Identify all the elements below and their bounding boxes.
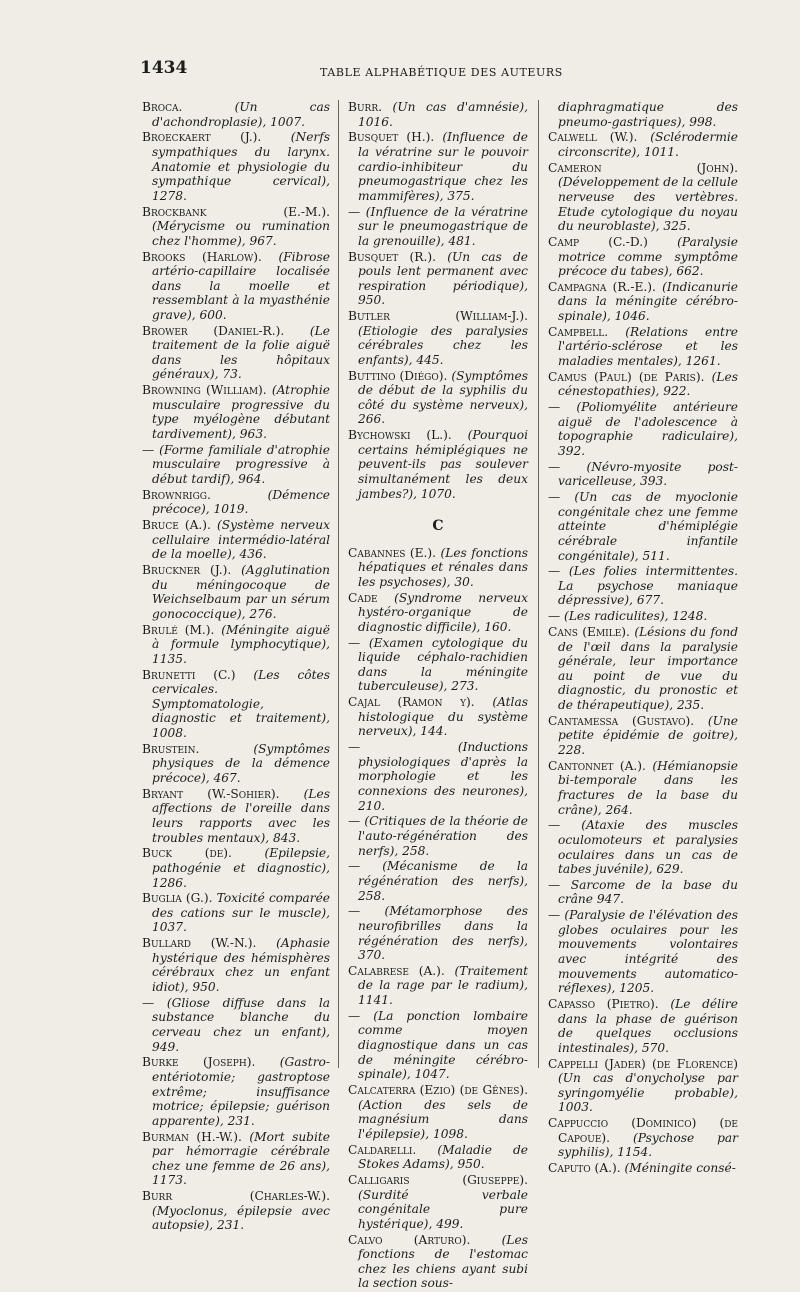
- work-title: — Sarcome de la base du crâne 947.: [548, 877, 738, 907]
- index-entry: [348, 1173, 528, 1231]
- work-title: (Aphasie hystérique des hémisphères cérébraux chez un enfant idiot), 950.: [152, 936, 331, 995]
- work-title: (Surdité verbale congénitale pure hystérique), 499.: [358, 1187, 528, 1231]
- author-name: Capasso (Pietro).: [548, 997, 659, 1011]
- work-title: — (Les folies intermittentes. La psychose maniaque dépressive), 677.: [548, 564, 738, 608]
- index-entry: [142, 668, 330, 741]
- work-title: (Myoclonus, épilepsie avec autopsie), 231.: [152, 1203, 330, 1233]
- work-title: diaphragmatique des pneumo-gastriques), 998.: [558, 100, 738, 129]
- author-name: Calcaterra (Ezio) (de Gênes).: [348, 1083, 528, 1097]
- author-name: Cade: [348, 590, 378, 605]
- index-entry: [548, 161, 738, 234]
- work-title: (Un cas d'onycholyse par syringomyélie probable), 1003.: [558, 1071, 738, 1115]
- author-name: Buglia (G.).: [142, 891, 213, 906]
- work-title: (Action des sels de magnésium dans l'épilepsie), 1098.: [358, 1097, 528, 1141]
- index-entry: [548, 100, 738, 129]
- author-name: Browning (William).: [142, 383, 267, 398]
- index-entry: [548, 714, 738, 758]
- author-name: Brooks (Harlow).: [142, 249, 262, 264]
- work-title: — (Névro-myosite post-varicelleuse, 393.: [548, 459, 738, 489]
- work-title: (Système nerveux cellulaire intermédio-latéral de la moelle), 436.: [152, 518, 330, 562]
- column-divider: [338, 100, 339, 1068]
- index-entry: [548, 280, 738, 324]
- index-entry: [548, 1116, 738, 1160]
- index-entry: [142, 1130, 330, 1188]
- work-title: (Les côtes cervicales. Symptomatologie, diagnostic et traitement), 1008.: [152, 667, 330, 740]
- author-name: Bullard (W.-N.).: [142, 936, 257, 951]
- author-name: Bychowski (L.).: [348, 428, 452, 443]
- author-name: Burke (Joseph).: [142, 1055, 256, 1070]
- index-entry: [142, 100, 330, 129]
- work-title: (Un cas d'amnésie), 1016.: [358, 100, 528, 129]
- work-title: (Atrophie musculaire progressive du type myélogène débutant tardivement), 963.: [152, 383, 330, 441]
- index-entry: [548, 609, 738, 624]
- work-title: (Pourquoi certains hémiplégiques ne peuvent-ils pas soulever simultanément les deux jambes?), 1070.: [358, 428, 528, 501]
- index-entry: [348, 100, 528, 129]
- index-column-3: [548, 100, 738, 1177]
- index-entry: [142, 787, 330, 845]
- index-entry: [142, 324, 330, 382]
- author-name: Caputo (A.).: [548, 1161, 621, 1176]
- author-name: Campagna (R.-E.).: [548, 279, 656, 294]
- work-title: (Le traitement de la folie aiguë dans les hôpitaux généraux), 73.: [152, 323, 330, 382]
- section-letter: C: [432, 518, 444, 535]
- index-entry: [142, 1189, 330, 1233]
- author-name: Cameron (John).: [548, 160, 738, 175]
- page-header: [140, 58, 700, 84]
- work-title: (Le délire dans la phase de guérison de quelques occlusions intestinales), 570.: [558, 997, 738, 1055]
- index-entry: [348, 964, 528, 1008]
- work-title: (Syndrome nerveux hystéro-organique de diagnostic difficile), 160.: [358, 590, 528, 634]
- work-title: — (Critiques de la théorie de l'auto-régénération des nerfs), 258.: [348, 814, 528, 858]
- work-title: — (La ponction lombaire comme moyen diagnostique dans un cas de méningite cérébro-spinale), 1047.: [348, 1008, 528, 1082]
- index-entry: [142, 250, 330, 323]
- work-title: (Les fonctions de l'estomac chez les chiens ayant subi la section sous-: [358, 1232, 528, 1291]
- index-entry: [142, 936, 330, 994]
- author-name: Broca.: [142, 100, 183, 114]
- author-name: Busquet (H.).: [348, 130, 435, 145]
- work-title: — (Mécanisme de la régénération des nerfs), 258.: [348, 859, 528, 903]
- author-name: Cappuccio (Dominico) (de Capoue).: [548, 1116, 738, 1145]
- work-title: (Les cénestopathies), 922.: [558, 369, 738, 399]
- index-entry: [548, 564, 738, 608]
- index-entry: [142, 383, 330, 441]
- index-entry: [548, 818, 738, 876]
- work-title: (Indicanurie dans la méningite cérébro-spinale), 1046.: [558, 279, 738, 324]
- author-name: Camus (Paul) (de Paris).: [548, 369, 705, 384]
- author-name: Camp (C.-D.): [548, 234, 648, 249]
- work-title: (Relations entre l'artério-sclérose et les maladies mentales), 1261.: [558, 324, 738, 369]
- work-title: (Atlas histologique du système nerveux), 144.: [358, 695, 528, 739]
- author-name: Brulé (M.).: [142, 622, 215, 637]
- index-entry: [548, 1161, 738, 1176]
- index-entry: [548, 878, 738, 907]
- index-entry: [142, 518, 330, 562]
- index-entry: [548, 625, 738, 713]
- work-title: — (Métamorphose des neurofibrilles dans la régénération des nerfs), 370.: [348, 904, 528, 963]
- work-title: (Nerfs sympathiques du larynx. Anatomie et physiologie du sympathique cervical), 1278.: [152, 130, 330, 203]
- work-title: (Un cas d'achondroplasie), 1007.: [152, 100, 330, 129]
- index-entry: [348, 130, 528, 203]
- index-entry: [348, 546, 528, 590]
- index-entry: [348, 1233, 528, 1291]
- author-name: Butler (William-J.).: [348, 309, 528, 324]
- work-title: Toxicité comparée des cations sur le muscle), 1037.: [152, 891, 330, 935]
- index-column-2: [348, 100, 528, 1292]
- work-title: — (Inductions physiologiques d'après la morphologie et les connexions des neurones), 210.: [348, 740, 528, 813]
- author-name: Brockbank (E.-M.).: [142, 204, 330, 219]
- index-entry: [548, 400, 738, 458]
- index-entry: [348, 695, 528, 739]
- work-title: (Mérycisme ou rumination chez l'homme), 967.: [152, 219, 330, 248]
- author-name: Brunetti (C.): [142, 667, 236, 682]
- author-name: Cajal (Ramon y).: [348, 695, 475, 710]
- work-title: (Symptômes physiques de la démence précoce), 467.: [152, 741, 330, 785]
- work-title: — (Influence de la vératrine sur le pneumogastrique de la grenouille), 481.: [348, 204, 528, 248]
- page-number: 1434: [140, 58, 188, 78]
- author-name: Calligaris (Giuseppe).: [348, 1172, 528, 1187]
- work-title: — (Forme familiale d'atrophie musculaire progressive à début tardif), 964.: [142, 442, 330, 486]
- work-title: — (Gliose diffuse dans la substance blanche du cerveau chez un enfant), 949.: [142, 995, 330, 1054]
- index-entry: [548, 908, 738, 996]
- index-entry: [348, 814, 528, 858]
- index-entry: [548, 997, 738, 1055]
- index-entry: [348, 428, 528, 501]
- work-title: — (Paralysie de l'élévation des globes oculaires pour les mouvements volontaires avec intégrité des mouvements automatico-réflexes), 1205.: [548, 908, 738, 996]
- work-title: — (Un cas de myoclonie congénitale chez une femme atteinte d'hémiplégie cérébrale infantile congénitale), 511.: [548, 490, 738, 563]
- work-title: (Traitement de la rage par le radium), 1141.: [358, 963, 528, 1008]
- author-name: Brustein.: [142, 741, 200, 756]
- index-entry: [142, 130, 330, 203]
- index-entry: [348, 250, 528, 308]
- author-name: Burman (H.-W.).: [142, 1129, 242, 1144]
- index-entry: [142, 563, 330, 621]
- author-name: Busquet (R.).: [348, 249, 436, 264]
- work-title: (Fibrose artério-capillaire localisée dans la moelle et ressemblant à la myasthénie grave), 600.: [152, 249, 330, 322]
- index-entry: [548, 325, 738, 369]
- index-entry: [348, 740, 528, 813]
- work-title: (Epilepsie, pathogénie et diagnostic), 1286.: [152, 846, 330, 890]
- author-name: Brower (Daniel-R.).: [142, 323, 285, 338]
- index-entry: [142, 742, 330, 786]
- author-name: Buttino (Diégo).: [348, 368, 448, 383]
- work-title: (Gastro-entériotomie; gastroptose extrême; insuffisance motrice; épilepsie; guérison apparente), 231.: [152, 1055, 330, 1128]
- work-title: (Influence de la vératrine sur le pouvoir cardio-inhibiteur du pneumogastrique chez les mammifères), 375.: [358, 130, 528, 203]
- index-entry: [142, 205, 330, 249]
- index-entry: [142, 846, 330, 890]
- index-entry: [348, 904, 528, 962]
- author-name: Bryant (W.-Sohier).: [142, 786, 280, 801]
- work-title: — (Examen cytologique du liquide céphalo-rachidien dans la méningite tuberculeuse), 273.: [348, 635, 528, 694]
- index-entry: [348, 1083, 528, 1141]
- author-name: Campbell.: [548, 324, 609, 339]
- work-title: (Démence précoce), 1019.: [152, 487, 330, 517]
- author-name: Cabannes (E.).: [348, 545, 437, 560]
- work-title: — (Les radiculites), 1248.: [548, 609, 708, 624]
- index-entry: [548, 130, 738, 159]
- index-entry: [142, 443, 330, 487]
- author-name: Calabrese (A.).: [348, 963, 445, 978]
- author-name: Cans (Emile).: [548, 625, 630, 640]
- work-title: (Lésions du fond de l'œil dans la paralysie générale, leur importance au point de vue du diagnostic, du pronostic et de thérapeutique), 235.: [558, 625, 738, 712]
- column-divider: [538, 100, 539, 1068]
- index-entry: [548, 370, 738, 399]
- work-title: (Paralysie motrice comme symptôme précoce du tabes), 662.: [558, 234, 738, 279]
- work-title: (Mort subite par hémorragie cérébrale chez une femme de 26 ans), 1173.: [152, 1129, 330, 1188]
- index-column-1: [142, 100, 330, 1234]
- work-title: — (Poliomyélite antérieure aiguë de l'adolescence à topographie radiculaire), 392.: [548, 400, 738, 458]
- index-entry: [548, 1057, 738, 1115]
- work-title: (Sclérodermie circonscrite), 1011.: [558, 130, 738, 159]
- running-title: TABLE ALPHABÉTIQUE DES AUTEURS: [320, 66, 563, 79]
- author-name: Calwell (W.).: [548, 130, 638, 145]
- index-entry: [348, 1143, 528, 1172]
- author-name: Cantamessa (Gustavo).: [548, 713, 695, 728]
- index-entry: [142, 891, 330, 935]
- work-title: (Les affections de l'oreille dans leurs rapports avec les troubles mentaux), 843.: [152, 786, 330, 845]
- index-entry: [142, 623, 330, 667]
- work-title: (Un cas de pouls lent permanent avec respiration périodique), 950.: [358, 249, 528, 308]
- work-title: (Les fonctions hépatiques et rénales dans les psychoses), 30.: [358, 545, 529, 589]
- work-title: — (Ataxie des muscles oculomoteurs et paralysies oculaires dans un cas de tabes juvénile), 629.: [548, 818, 738, 877]
- work-title: (Agglutination du méningocoque de Weichselbaum par un sérum gonococcique), 276.: [152, 563, 330, 621]
- author-name: Brownrigg.: [142, 487, 211, 502]
- index-entry: [548, 460, 738, 489]
- index-entry: [548, 490, 738, 563]
- index-entry: [348, 205, 528, 249]
- author-name: Bruce (A.).: [142, 518, 211, 533]
- index-entry: [142, 1055, 330, 1128]
- index-entry: [348, 859, 528, 903]
- work-title: (Méningite aiguë à formule lymphocytique), 1135.: [152, 622, 330, 666]
- index-entry: [348, 309, 528, 367]
- work-title: (Psychose par syphilis), 1154.: [558, 1130, 738, 1160]
- index-entry: [348, 591, 528, 635]
- author-name: Cantonnet (A.).: [548, 758, 646, 773]
- work-title: (Maladie de Stokes Adams), 950.: [358, 1142, 528, 1172]
- author-name: Burr (Charles-W.).: [142, 1189, 330, 1204]
- author-name: Calvo (Arturo).: [348, 1232, 471, 1247]
- index-entry: [548, 235, 738, 279]
- index-entry: [142, 488, 330, 517]
- work-title: (Développement de la cellule nerveuse des vertèbres. Etude cytologique du noyau du neuroblaste), 325.: [558, 175, 738, 234]
- work-title: (Une petite épidémie de goitre), 228.: [558, 713, 738, 757]
- author-name: Buck (de).: [142, 846, 232, 861]
- author-name: Broeckaert (J.).: [142, 130, 262, 145]
- author-name: Burr.: [348, 100, 382, 114]
- index-entry: [348, 636, 528, 694]
- work-title: (Méningite consé-: [620, 1161, 736, 1176]
- work-title: (Hémianopsie bi-temporale dans les fractures de la base du crâne), 264.: [558, 758, 739, 817]
- work-title: (Etiologie des paralysies cérébrales chez les enfants), 445.: [358, 323, 528, 367]
- index-entry: [142, 996, 330, 1054]
- author-name: Bruckner (J.).: [142, 563, 232, 578]
- index-entry: [548, 759, 738, 817]
- index-entry: [348, 369, 528, 427]
- author-name: Caldarelli.: [348, 1142, 417, 1157]
- author-name: Cappelli (Jader) (de Florence): [548, 1056, 738, 1071]
- index-entry: [348, 1009, 528, 1082]
- work-title: (Symptômes de début de la syphilis du côté du système nerveux), 266.: [358, 368, 529, 427]
